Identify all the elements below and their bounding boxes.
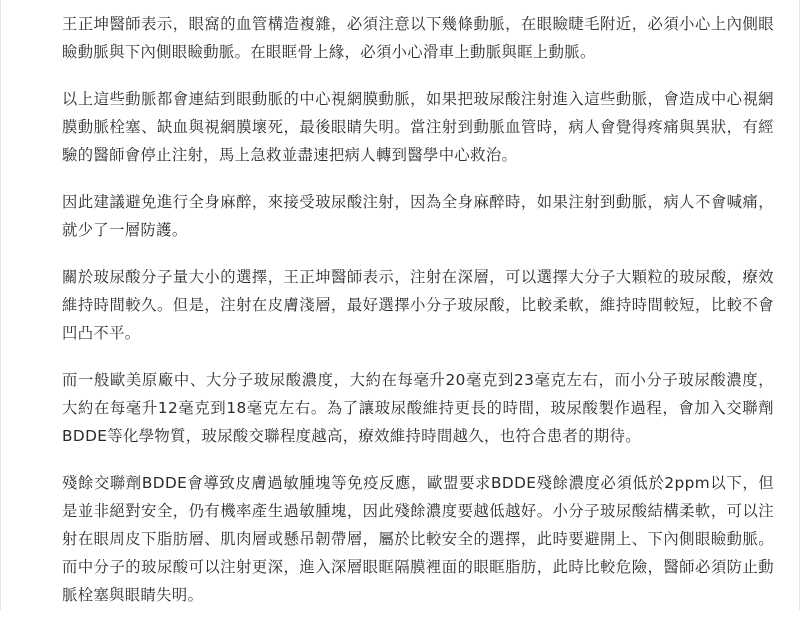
article-paragraph-6: 殘餘交聯劑BDDE會導致皮膚過敏腫塊等免疫反應，歐盟要求BDDE殘餘濃度必須低於2ppm以下，但是並非絕對安全，仍有機率產生過敏腫塊，因此殘餘濃度要越低越好。小分子玻尿酸結構柔軟，可以注射在眼周皮下脂肪層、肌肉層或懸吊韌帶層，屬於比較安全的選擇，此時要避開上、下內側眼瞼動脈。而中分子的玻尿酸可以注射更深，進入深層眼眶隔膜裡面的眼眶脂肪，此時比較危險，醫師必須防止動脈栓塞與眼睛失明。 (62, 474, 774, 604)
article-body (62, 10, 774, 628)
article-paragraph-1: 王正坤醫師表示，眼窩的血管構造複雜，必須注意以下幾條動脈，在眼瞼睫毛附近，必須小心上內側眼瞼動脈與下內側眼瞼動脈。在眼眶骨上緣，必須小心滑車上動脈與眶上動脈。 (62, 15, 774, 61)
article-paragraph-5: 而一般歐美原廠中、大分子玻尿酸濃度，大約在每毫升20毫克到23毫克左右，而小分子玻尿酸濃度，大約在每毫升12毫克到18毫克左右。為了讓玻尿酸維持更長的時間，玻尿酸製作過程，會加入交聯劑BDDE等化學物質，玻尿酸交聯程度越高，療效維持時間越久，也符合患者的期待。 (62, 371, 774, 445)
article-paragraph-3: 因此建議避免進行全身麻醉，來接受玻尿酸注射，因為全身麻醉時，如果注射到動脈，病人不會喊痛，就少了一層防護。 (62, 193, 774, 239)
article-paragraph-4: 關於玻尿酸分子量大小的選擇，王正坤醫師表示，注射在深層，可以選擇大分子大顆粒的玻尿酸，療效維持時間較久。但是，注射在皮膚淺層，最好選擇小分子玻尿酸，比較柔軟，維持時間較短，比較不會凹凸不平。 (62, 268, 774, 342)
article-paragraph-2: 以上這些動脈都會連結到眼動脈的中心視網膜動脈，如果把玻尿酸注射進入這些動脈，會造成中心視網膜動脈栓塞、缺血與視網膜壞死，最後眼睛失明。當注射到動脈血管時，病人會覺得疼痛與異狀，有經驗的醫師會停止注射，馬上急救並盡速把病人轉到醫學中心救治。 (62, 90, 774, 164)
